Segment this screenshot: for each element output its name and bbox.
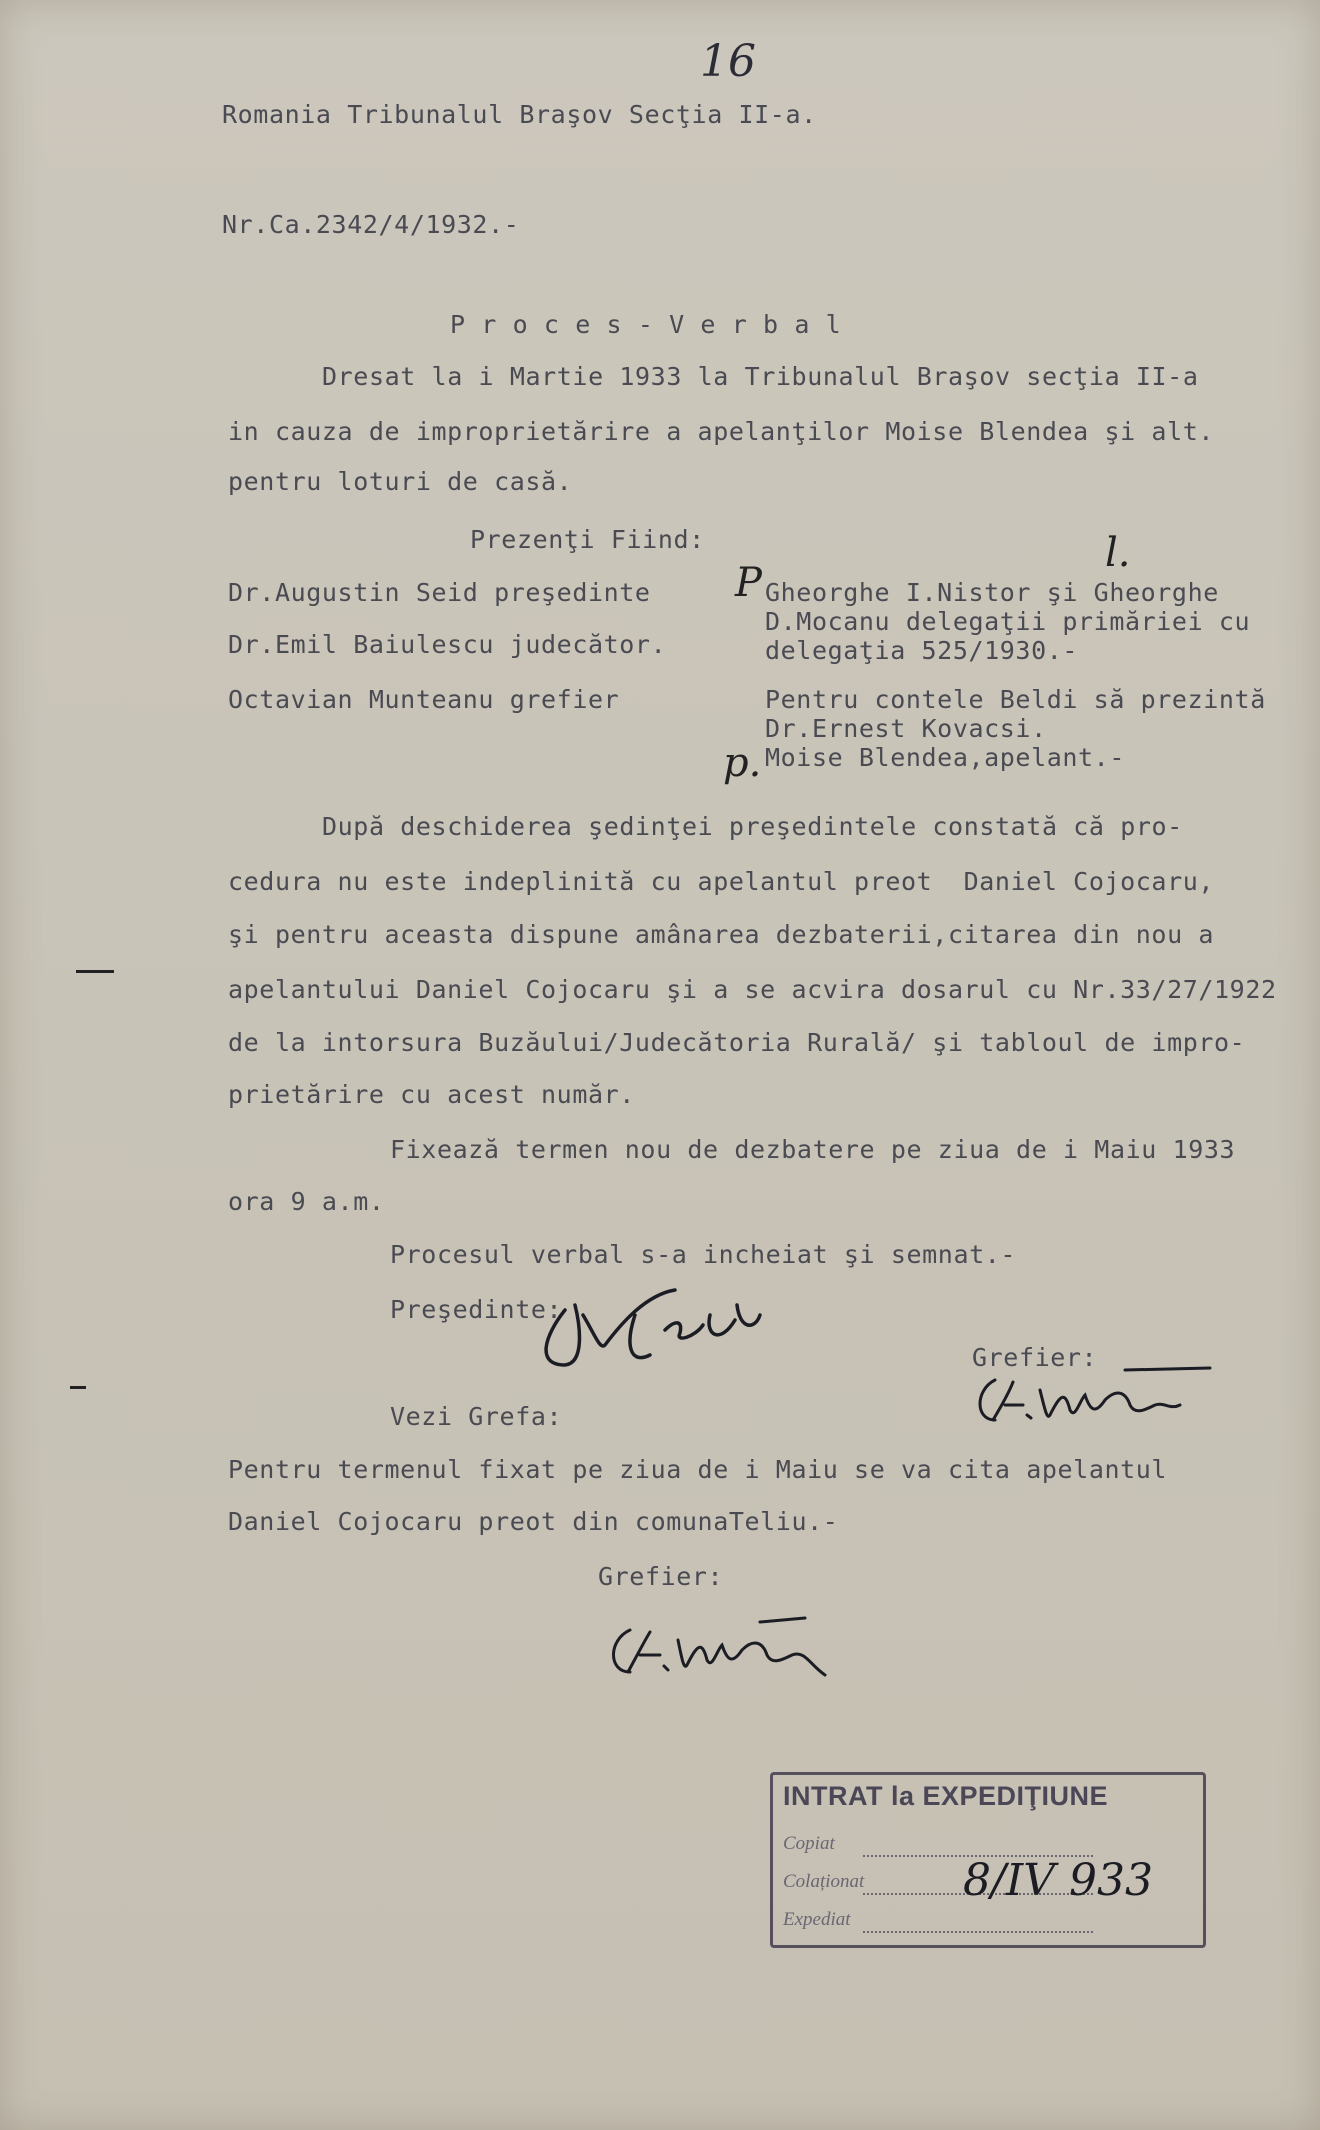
court-member-clerk: Octavian Munteanu grefier <box>228 685 620 714</box>
note-line-2: Daniel Cojocaru preot din comunaTeliu.- <box>228 1507 839 1536</box>
body-line-9: Procesul verbal s-a incheiat şi semnat.- <box>390 1240 1017 1269</box>
president-signature <box>525 1275 765 1385</box>
stamp-title: INTRAT la EXPEDIŢIUNE <box>783 1781 1109 1811</box>
clerk-label-2: Grefier: <box>598 1562 724 1591</box>
stamp-handwritten-date: 8/IV 933 <box>963 1855 1153 1906</box>
body-line-8: ora 9 a.m. <box>228 1187 385 1216</box>
clerk-signature <box>965 1360 1225 1440</box>
president-label: Preşedinte: <box>390 1295 563 1324</box>
court-header: Romania Tribunalul Braşov Secţia II-a. <box>222 100 817 129</box>
court-member-judge: Dr.Emil Baiulescu judecător. <box>228 630 667 659</box>
margin-mark-l: l. <box>1105 530 1131 576</box>
body-line-7: Fixează termen nou de dezbatere pe ziua de i Maiu 1933 <box>390 1135 1236 1164</box>
intro-line-1: Dresat la i Martie 1933 la Tribunalul Braşov secţia II-a <box>322 362 1199 391</box>
party-line-6: Moise Blendea,apelant.- <box>765 743 1125 772</box>
court-member-president: Dr.Augustin Seid preşedinte <box>228 578 651 607</box>
present-heading: Prezenţi Fiind: <box>470 525 705 554</box>
body-line-3: şi pentru aceasta dispune amânarea dezbaterii,citarea din nou a <box>228 920 1215 949</box>
stamp-row-sent: Expediat <box>783 1909 851 1930</box>
body-line-5: de la intorsura Buzăului/Judecătoria Rurală/ şi tabloul de impro- <box>228 1028 1246 1057</box>
party-line-2: D.Mocanu delegaţii primăriei cu <box>765 607 1251 636</box>
clerk-label: Grefier: <box>972 1343 1098 1372</box>
note-heading: Vezi Grefa: <box>390 1402 563 1431</box>
margin-mark-p2: p. <box>723 740 762 786</box>
party-line-3: delegaţia 525/1930.- <box>765 636 1079 665</box>
body-line-4: apelantului Daniel Cojocaru şi a se acvira dosarul cu Nr.33/27/1922 <box>228 975 1277 1004</box>
stamp-line <box>863 1931 1093 1933</box>
body-line-2: cedura nu este indeplinită cu apelantul preot Daniel Cojocaru, <box>228 867 1215 896</box>
stamp-row-collated: Colaționat <box>783 1871 865 1892</box>
margin-mark-p: P <box>735 560 762 606</box>
entry-stamp <box>770 1772 1206 1948</box>
case-number: Nr.Ca.2342/4/1932.- <box>222 210 520 239</box>
body-line-6: prietărire cu acest număr. <box>228 1080 635 1109</box>
note-line-1: Pentru termenul fixat pe ziua de i Maiu se va cita apelantul <box>228 1455 1168 1484</box>
margin-dash <box>70 1386 86 1389</box>
document-title: P r o c e s - V e r b a l <box>450 310 842 339</box>
party-line-4: Pentru contele Beldi să prezintă <box>765 685 1266 714</box>
page-number: 16 <box>700 36 756 87</box>
body-line-1: După deschiderea şedinţei preşedintele constată că pro- <box>322 812 1183 841</box>
party-line-1: Gheorghe I.Nistor şi Gheorghe <box>765 578 1219 607</box>
stamp-row-copied: Copiat <box>783 1833 835 1854</box>
intro-line-3: pentru loturi de casă. <box>228 467 573 496</box>
intro-line-2: in cauza de improprietărire a apelanţilor Moise Blendea şi alt. <box>228 417 1215 446</box>
margin-dash <box>76 970 114 973</box>
party-line-5: Dr.Ernest Kovacsi. <box>765 714 1047 743</box>
clerk-signature-2 <box>600 1610 850 1690</box>
